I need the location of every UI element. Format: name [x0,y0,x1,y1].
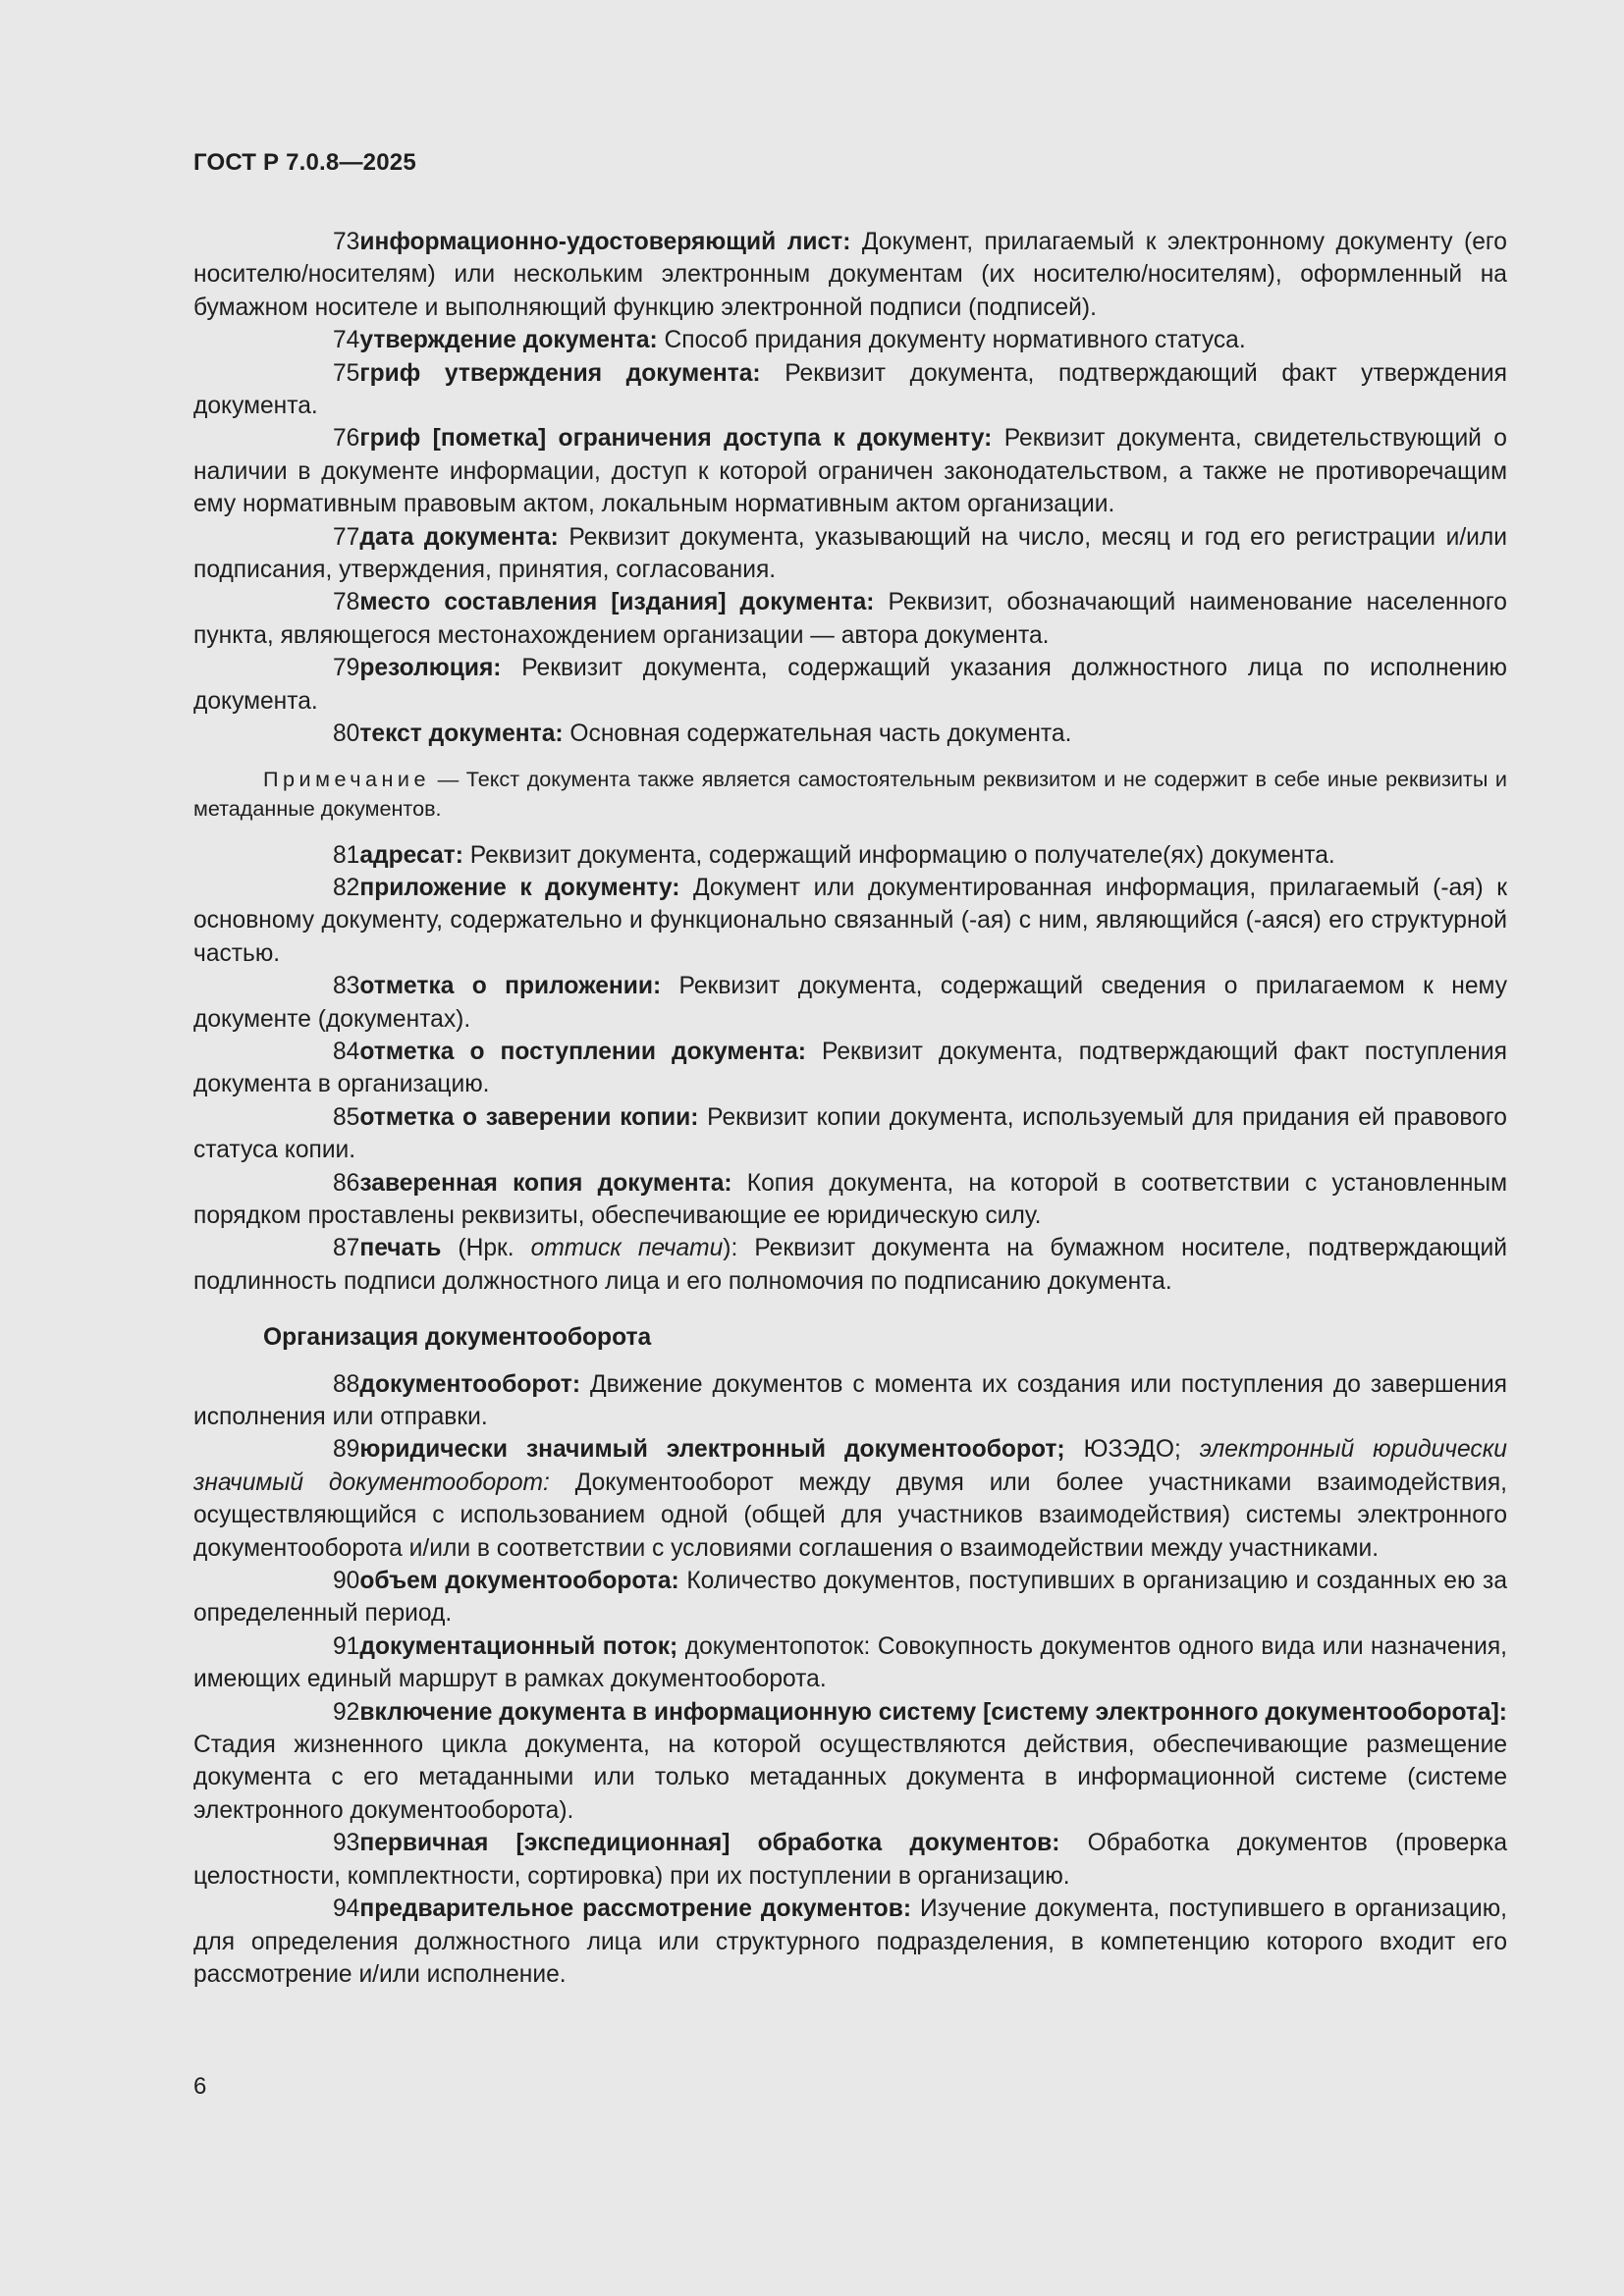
term-name: документооборот: [359,1370,581,1398]
term-number: 82 [333,874,360,901]
term-name: отметка о заверении копии: [359,1103,699,1131]
term-number: 75 [333,359,360,387]
term-entry [193,1368,1507,1434]
note-label: Примечание [263,766,430,791]
document-body [193,226,1507,1991]
term-name: информационно-удостоверяющий лист: [359,229,851,255]
term-number: 89 [333,1436,360,1464]
term-definition: Реквизит документа, подтверждающий факт утверждения документа. [193,359,1507,420]
term-entry [193,1565,1507,1630]
term-definition: Реквизит копии документа, используемый для придания ей правового статуса копии. [193,1103,1507,1164]
term-number: 76 [333,425,360,453]
term-name: включение документа в информационную систему [систему электронного документооборота]: [359,1698,1507,1726]
term-number: 92 [333,1698,360,1726]
term-number: 78 [333,589,360,616]
term-alt: ЮЗЭДО; [1064,1436,1200,1464]
term-group-c [193,1368,1507,1992]
term-name: заверенная копия документа: [359,1169,732,1197]
term-definition: Копия документа, на которой в соответствии с установленным порядком проставлены реквизиты, обеспечивающие ее юридическую силу. [193,1169,1508,1229]
term-name: первичная [экспедиционная] обработка документов: [359,1830,1060,1857]
term-italic: электронный юридически значимый документооборот: [193,1436,1507,1496]
term-entry [193,1232,1507,1298]
term-entry [193,1036,1507,1101]
term-entry [193,1696,1507,1828]
term-entry [193,1893,1507,1991]
term-italic: оттиск печати [530,1235,724,1262]
term-number: 73 [333,229,360,255]
term-definition: Способ придания документу нормативного статуса. [657,327,1246,354]
term-definition: Реквизит, обозначающий наименование населенного пункта, являющегося местонахождением организации — автора документа. [193,589,1507,649]
term-name: гриф утверждения документа: [359,359,761,387]
term-definition: ): Реквизит документа на бумажном носителе, подтверждающий подлинность подписи должностного лица и его полномочия по подписанию документа. [193,1235,1507,1295]
term-group-b [193,839,1507,1299]
term-name: предварительное рассмотрение документов: [359,1896,912,1923]
term-entry [193,839,1507,872]
term-number: 84 [333,1038,360,1065]
term-number: 74 [333,327,360,354]
term-definition: Реквизит документа, подтверждающий факт поступления документа в организацию. [193,1038,1507,1098]
term-entry [193,1101,1507,1167]
term-group-a [193,226,1507,751]
term-definition: Обработка документов (проверка целостности, комплектности, сортировка) при их поступлении в организацию. [193,1830,1507,1890]
term-number: 85 [333,1103,360,1131]
term-definition: Изучение документа, поступившего в организацию, для определения должностного лица или структурного подразделения, в компетенцию которого входит его рассмотрение и/или исполнение. [193,1896,1507,1988]
term-entry [193,324,1507,356]
term-number: 77 [333,523,360,551]
term-definition: Реквизит документа, свидетельствующий о наличии в документе информации, доступ к которой ограничен законодательством, а также не противоречащим ему нормативным правовым актом, локальным нормативным актом организации. [193,425,1507,518]
term-entry [193,521,1507,587]
term-name: юридически значимый электронный документооборот; [359,1436,1065,1464]
term-entry [193,872,1507,970]
page-number: 6 [193,2073,207,2100]
term-entry [193,652,1507,718]
term-name: гриф [пометка] ограничения доступа к документу: [359,425,993,453]
term-entry [193,1630,1507,1696]
term-number: 90 [333,1568,360,1595]
term-definition: Реквизит документа, содержащий сведения о прилагаемом к нему документе (документах). [193,973,1508,1033]
term-number: 91 [333,1632,360,1660]
term-name: объем документооборота: [359,1568,679,1595]
term-definition: Основная содержательная часть документа. [563,721,1072,748]
document-header: ГОСТ Р 7.0.8—2025 [193,149,416,176]
term-name: отметка о приложении: [359,973,662,1000]
term-number: 88 [333,1370,360,1398]
term-number: 80 [333,721,360,748]
term-entry [193,1433,1507,1565]
term-alt: (Нрк. [441,1235,531,1262]
term-entry [193,1827,1507,1893]
term-name: отметка о поступлении документа: [359,1038,806,1065]
note [193,765,1507,824]
term-definition: Стадия жизненного цикла документа, на которой осуществляются действия, обеспечивающие размещение документа с его метаданными или только метаданных документа в информационной системе (системе электронного документооборота). [193,1732,1507,1824]
term-number: 81 [333,841,360,869]
term-definition: Реквизит документа, содержащий указания должностного лица по исполнению документа. [193,655,1507,715]
term-number: 79 [333,655,360,682]
term-number: 86 [333,1169,360,1197]
term-entry [193,586,1507,652]
term-number: 87 [333,1235,360,1262]
term-entry [193,970,1507,1036]
term-definition: Документооборот между двумя или более участниками взаимодействия, осуществляющийся с использованием одной (общей для участников взаимодействия) системы электронного документооборота и/или в соответствии с условиями соглашения о взаимодействии между участниками. [193,1468,1507,1562]
term-name: текст документа: [359,721,564,748]
term-name: документационный поток; [359,1632,678,1660]
term-definition: Реквизит документа, указывающий на число, месяц и год его регистрации и/или подписания, утверждения, принятия, согласования. [193,523,1507,584]
term-definition: Документ или документированная информация, прилагаемый (-ая) к основному документу, содержательно и функционально связанный (-ая) с ним, являющийся (-аяся) его структурной частью. [193,874,1507,967]
term-entry [193,422,1507,520]
term-name: адресат: [359,841,463,869]
term-definition: документопоток: Совокупность документов одного вида или назначения, имеющих единый маршрут в рамках документооборота. [193,1632,1507,1693]
term-name: печать [359,1235,442,1262]
term-name: приложение к документу: [359,874,680,901]
term-name: утверждение документа: [359,327,658,354]
term-definition: Документ, прилагаемый к электронному документу (его носителю/носителям) или нескольким электронным документам (их носителю/носителям), оформленный на бумажном носителе и выполняющий функцию электронной подписи (подписей). [193,229,1507,321]
term-number: 83 [333,973,360,1000]
term-definition: Движение документов с момента их создания или поступления до завершения исполнения или отправки. [193,1370,1507,1430]
term-name: дата документа: [359,523,559,551]
note-text: — Текст документа также является самостоятельным реквизитом и не содержит в себе иные реквизиты и метаданные документов. [193,766,1507,821]
term-definition: Количество документов, поступивших в организацию и созданных ею за определенный период. [193,1568,1507,1628]
term-entry [193,718,1507,750]
term-number: 94 [333,1896,360,1923]
term-number: 93 [333,1830,360,1857]
term-entry [193,357,1507,423]
term-name: резолюция: [359,655,502,682]
term-name: место составления [издания] документа: [359,589,875,616]
term-entry [193,226,1507,324]
term-definition: Реквизит документа, содержащий информацию о получателе(ях) документа. [462,841,1335,869]
term-entry [193,1167,1507,1233]
section-title: Организация документооборота [263,1324,652,1352]
